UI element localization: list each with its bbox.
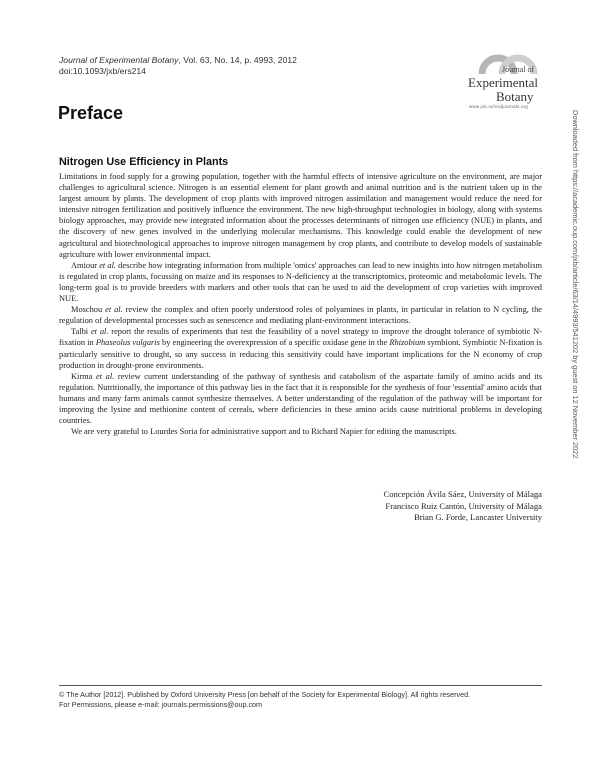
paragraph-text: review current understanding of the pathway of synthesis and catabolism of the aspartate family of amino acids and its regulation. Nutritionally, the importance of this pathway lies in the fact that it is responsible for the synthesis of four 'essential' amino acids that humans and many farm animals cannot synthesize themselves. A better understanding of the regulation of the pathway will be important for improving the lysine and methionine content of cereals, where deficiencies in these amino acids cause nutritional problems in developing countries. (59, 371, 543, 426)
author-name: Moschou (71, 305, 103, 315)
paragraph-text: review the complex and often poorly understood roles of polyamines in plants, in particular in relation to N cycling, the regulation of developmental processes such as senescence and mediating plant-environment interactions. (59, 305, 543, 326)
author-name: Amiour (71, 260, 98, 270)
et-al: et al. (96, 371, 115, 381)
paragraph-text: report the results of experiments that test the feasibility of a novel strategy to improve the drought tolerance of symbiotic N-fixation in (59, 327, 543, 348)
paragraph-1: Limitations in food supply for a growing population, together with the harmful effects of intensive agriculture on the environment, are major challenges to agricultural science. Nitrogen is an essential element for plant growth and animal nutrition and is the nutrient taken up in the largest amount by plants. The development of crop plants with improved nitrogen assimilation and management would reduce the need for intensive nitrogen fertilization and positively influence the environment. The new high-throughput technologies in biology, along with systems biology approaches, may provide new integrated information about the processes determinants of nitrogen use efficiency (NUE) in plants, and the discovery of new genes involved in the underlying molecular mechanisms. This knowledge could enable the development of new agricultural and biotechnological approaches to improve nitrogen management by crop plants, and contribute to develop models of sustainable agriculture with lower environmental impact. (59, 172, 542, 259)
genus-name: Rhizobium (389, 338, 426, 348)
signature-line: Brian G. Forde, Lancaster University (414, 512, 542, 522)
paragraph-3 (59, 304, 542, 326)
paragraph-5 (59, 371, 542, 426)
logo-line-2: Experimental (468, 75, 539, 90)
article-body (59, 171, 542, 437)
page-title: Preface (58, 103, 124, 123)
paragraph-text: symbiont. Symbiotic N-fixation is particularly sensitive to drought, so any success in reducing this sensitivity could have important implications for the N economy of crop production in drought-prone environments. (59, 338, 542, 370)
footer-divider (59, 685, 542, 686)
footer (59, 690, 470, 710)
paragraph-4 (59, 326, 542, 370)
acknowledgements: We are very grateful to Lourdes Soria for administrative support and to Richard Napier for editing the manuscripts. (71, 427, 457, 437)
et-al: et al. (90, 327, 109, 337)
section-title: Nitrogen Use Efficiency in Plants (59, 156, 229, 168)
permissions-line: For Permissions, please e-mail: journals.permissions@oup.com (59, 700, 263, 709)
journal-name: Journal of Experimental Botany (59, 55, 179, 65)
signature-line: Francisco Ruiz Cantón, University of Málaga (385, 500, 542, 511)
signature-line: Concepción Ávila Sáez, University of Málaga (383, 489, 542, 499)
paragraph-text: describe how integrating information from multiple 'omics' approaches can lead to new insights into how nitrogen metabolism is regulated in crop plants, focussing on maize and its responses to N-deficiency at the transcriptomics, proteomic and metabolomic levels. The long-term goal is to provide breeders with markers and other tools that can be used to aid the development of crop varieties with improved NUE. (59, 260, 543, 304)
download-watermark (572, 110, 584, 580)
author-name: Talbi (71, 327, 89, 337)
paragraph-text: by engineering the overexpression of a specific oxidase gene in the (159, 338, 390, 348)
journal-citation (59, 55, 297, 66)
download-watermark-text: Downloaded from https://academic.oup.com/jxb/article/63/14/4993/541202 by guest on 12 November 2022 (571, 110, 580, 459)
logo-line-1: Journal of (502, 65, 535, 74)
doi: doi:10.1093/jxb/ers214 (59, 66, 146, 76)
logo-url: www.jxb.oxfordjournals.org (469, 104, 528, 109)
citation-details: , Vol. 63, No. 14, p. 4993, 2012 (178, 55, 297, 65)
author-name: Kirma (71, 371, 93, 381)
logo-line-3: Botany (496, 89, 534, 104)
copyright-line: © The Author [2012]. Published by Oxford University Press [on behalf of the Society for Experimental Biology]. All rights reserved. (59, 690, 471, 699)
journal-logo (462, 48, 562, 112)
paragraph-2 (59, 260, 542, 304)
et-al: et al. (105, 305, 123, 315)
journal-reference (59, 55, 297, 77)
species-name: Phaseolus vulgaris (95, 338, 160, 348)
signatures (384, 489, 542, 524)
et-al: et al. (99, 260, 117, 270)
